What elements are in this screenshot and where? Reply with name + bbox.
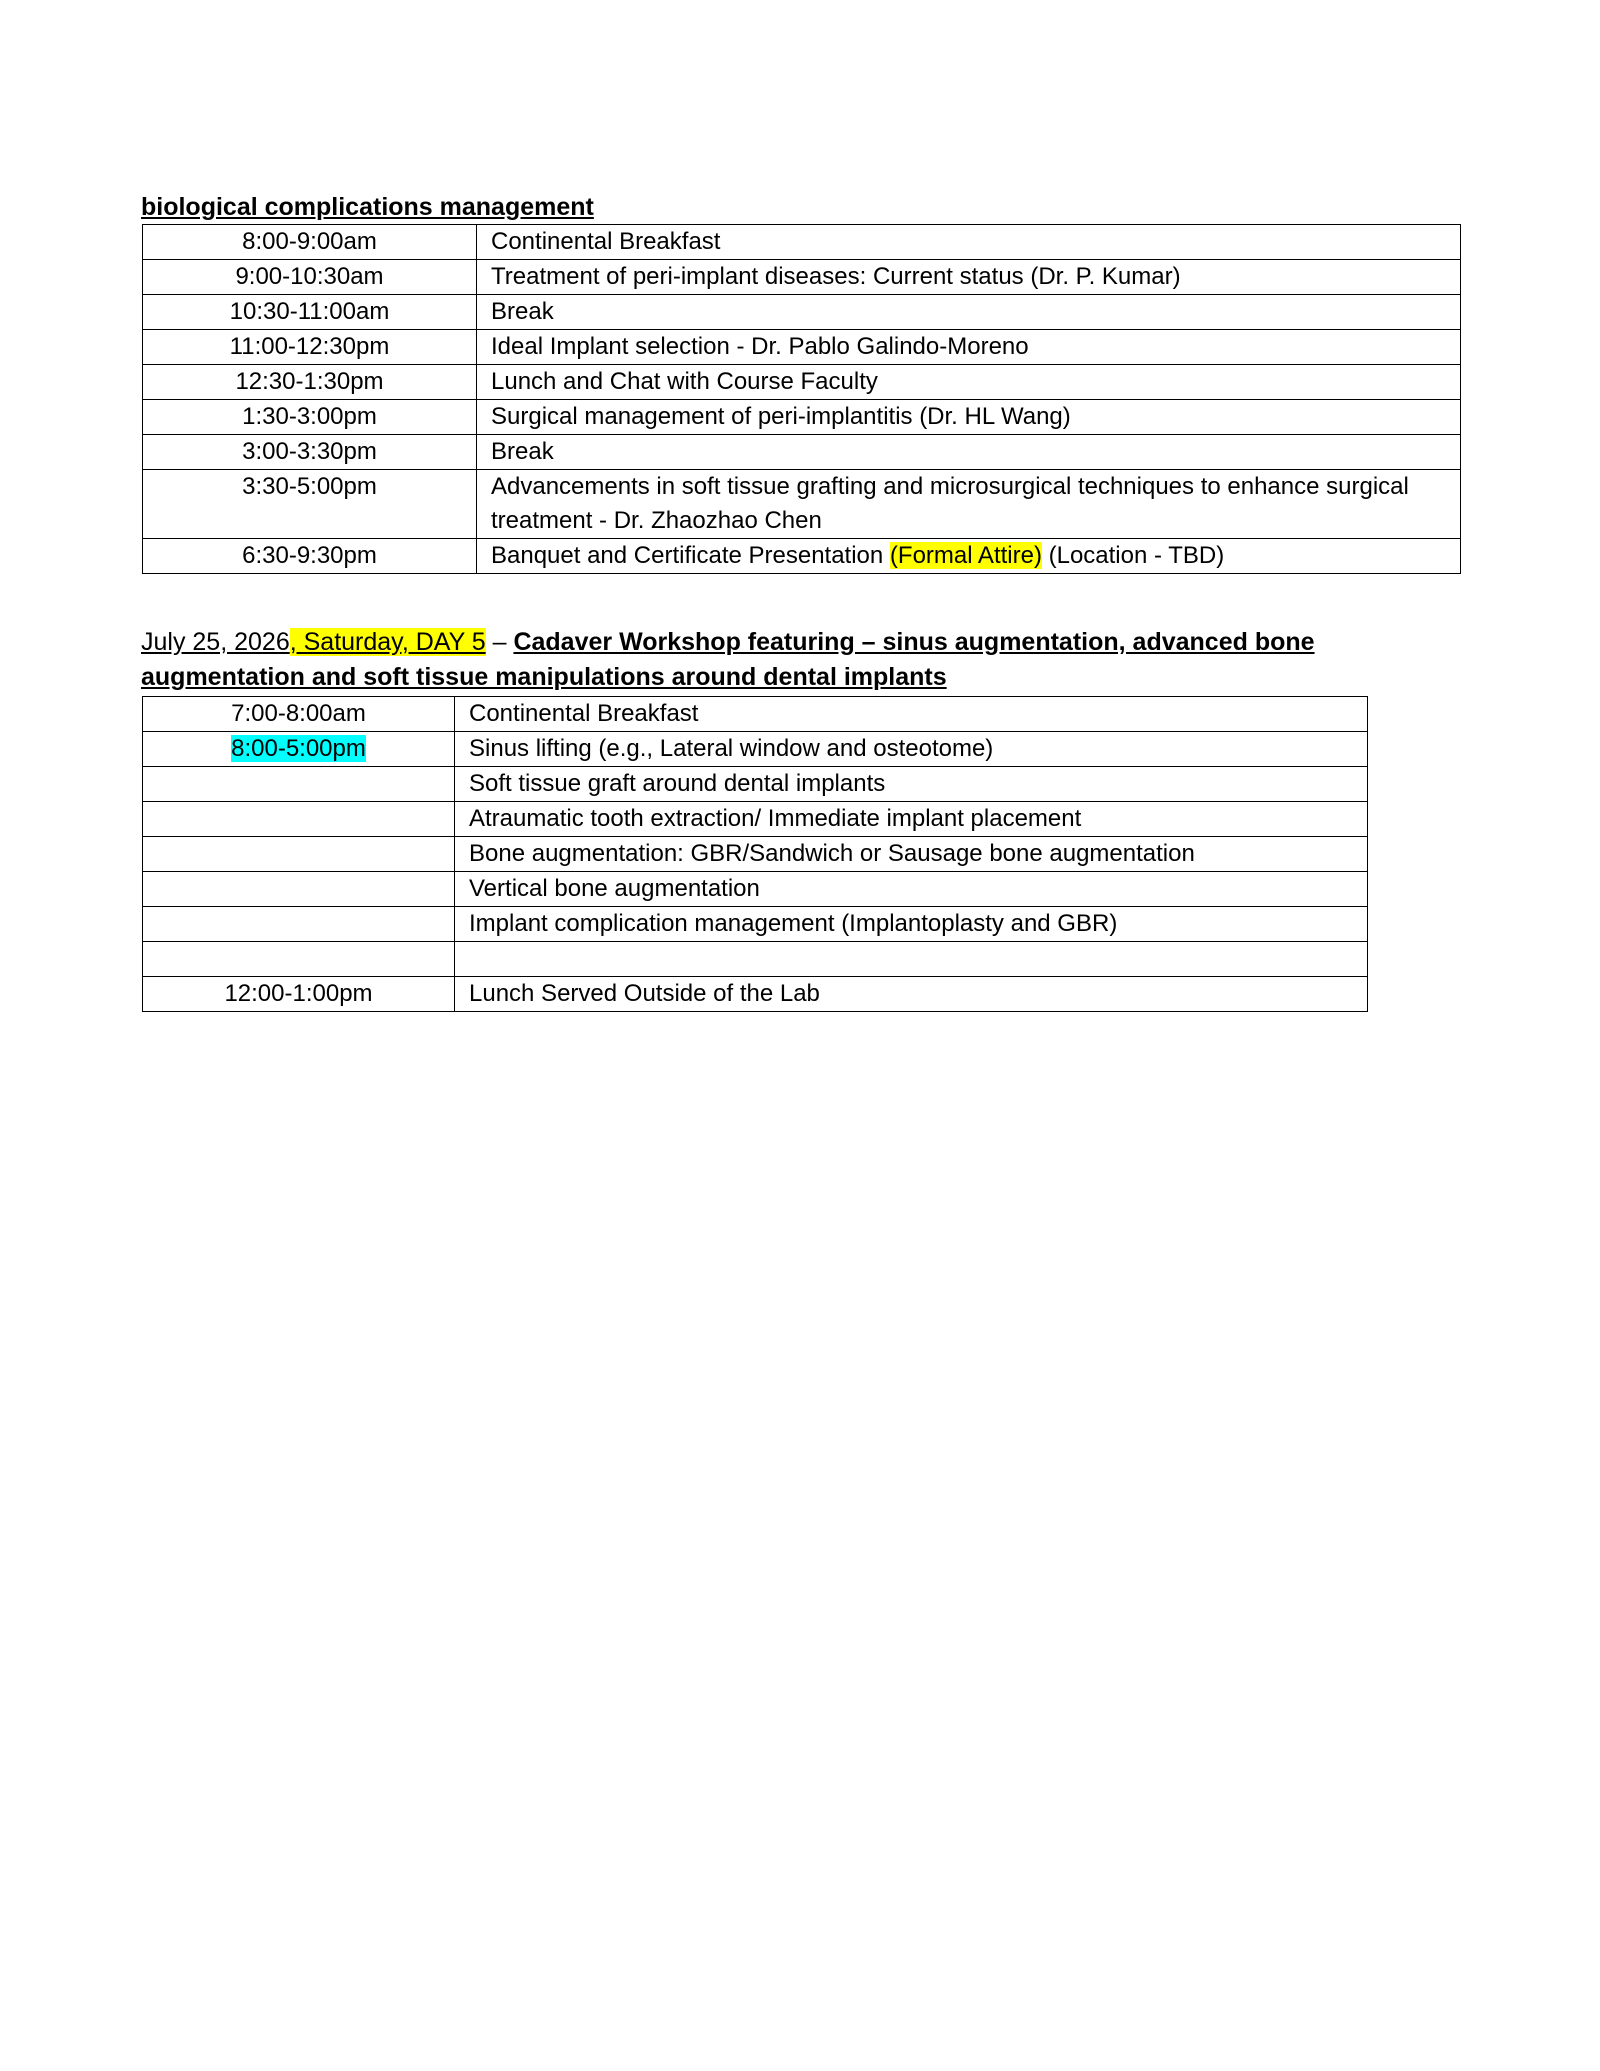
workshop-title-line1: Cadaver Workshop featuring – sinus augmentation, advanced bone: [513, 628, 1315, 656]
activity-cell: Continental Breakfast: [477, 225, 1461, 260]
section-heading-day5: [141, 625, 1315, 660]
table-row: [143, 295, 1461, 330]
activity-cell: Bone augmentation: GBR/Sandwich or Sausage bone augmentation: [455, 837, 1368, 872]
table-row: [143, 435, 1461, 470]
table-row: [143, 365, 1461, 400]
time-cell: 8:00-9:00am: [143, 225, 477, 260]
schedule-table-day4: [142, 224, 1461, 574]
activity-cell: [477, 539, 1461, 574]
activity-cell: Continental Breakfast: [455, 697, 1368, 732]
section-heading-biological-complications: biological complications management: [141, 193, 594, 221]
table-row: [143, 872, 1368, 907]
table-row: [143, 907, 1368, 942]
time-cell: 3:00-3:30pm: [143, 435, 477, 470]
activity-cell: Vertical bone augmentation: [455, 872, 1368, 907]
table-row: [143, 260, 1461, 295]
activity-cell: Surgical management of peri-implantitis (Dr. HL Wang): [477, 400, 1461, 435]
time-cell: [143, 732, 455, 767]
activity-cell: Break: [477, 295, 1461, 330]
table-row-banquet: [143, 539, 1461, 574]
day5-label: , Saturday, DAY 5: [289, 628, 486, 656]
activity-cell: Atraumatic tooth extraction/ Immediate implant placement: [455, 802, 1368, 837]
time-cell: 6:30-9:30pm: [143, 539, 477, 574]
time-cell: 3:30-5:00pm: [143, 470, 477, 539]
table-row: [143, 330, 1461, 365]
banquet-text: Banquet and Certificate Presentation: [491, 542, 890, 569]
table-row: [143, 400, 1461, 435]
time-cell: 12:00-1:00pm: [143, 977, 455, 1012]
table-row: [143, 225, 1461, 260]
heading-dash: –: [485, 628, 514, 656]
activity-cell: Lunch and Chat with Course Faculty: [477, 365, 1461, 400]
time-cell: [143, 872, 455, 907]
activity-cell: Lunch Served Outside of the Lab: [455, 977, 1368, 1012]
time-cell: [143, 767, 455, 802]
formal-attire-highlight: (Formal Attire): [889, 542, 1042, 569]
time-cell: 7:00-8:00am: [143, 697, 455, 732]
time-cell: 12:30-1:30pm: [143, 365, 477, 400]
time-cell: [143, 837, 455, 872]
workshop-time-highlight: 8:00-5:00pm: [231, 735, 366, 762]
activity-cell: Treatment of peri-implant diseases: Current status (Dr. P. Kumar): [477, 260, 1461, 295]
time-cell: [143, 942, 455, 977]
table-row-empty: [143, 942, 1368, 977]
table-row: [143, 977, 1368, 1012]
time-cell: 9:00-10:30am: [143, 260, 477, 295]
activity-cell: Sinus lifting (e.g., Lateral window and osteotome): [455, 732, 1368, 767]
table-row: [143, 837, 1368, 872]
time-cell: 1:30-3:00pm: [143, 400, 477, 435]
activity-cell: Break: [477, 435, 1461, 470]
table-row: [143, 802, 1368, 837]
activity-cell: [455, 942, 1368, 977]
workshop-title-line2: augmentation and soft tissue manipulations around dental implants: [141, 663, 947, 691]
activity-cell: Implant complication management (Implantoplasty and GBR): [455, 907, 1368, 942]
schedule-table-day5: [142, 696, 1368, 1012]
time-cell: 10:30-11:00am: [143, 295, 477, 330]
time-cell: 11:00-12:30pm: [143, 330, 477, 365]
table-row: [143, 470, 1461, 539]
table-row: [143, 767, 1368, 802]
activity-cell: Advancements in soft tissue grafting and microsurgical techniques to enhance surgical treatment - Dr. Zhaozhao Chen: [477, 470, 1461, 539]
time-cell: [143, 907, 455, 942]
activity-cell: Soft tissue graft around dental implants: [455, 767, 1368, 802]
table-row: [143, 697, 1368, 732]
day5-date: July 25, 2026: [141, 628, 290, 656]
location-text: (Location - TBD): [1041, 542, 1225, 569]
activity-cell: Ideal Implant selection - Dr. Pablo Galindo-Moreno: [477, 330, 1461, 365]
table-row: [143, 732, 1368, 767]
time-cell: [143, 802, 455, 837]
